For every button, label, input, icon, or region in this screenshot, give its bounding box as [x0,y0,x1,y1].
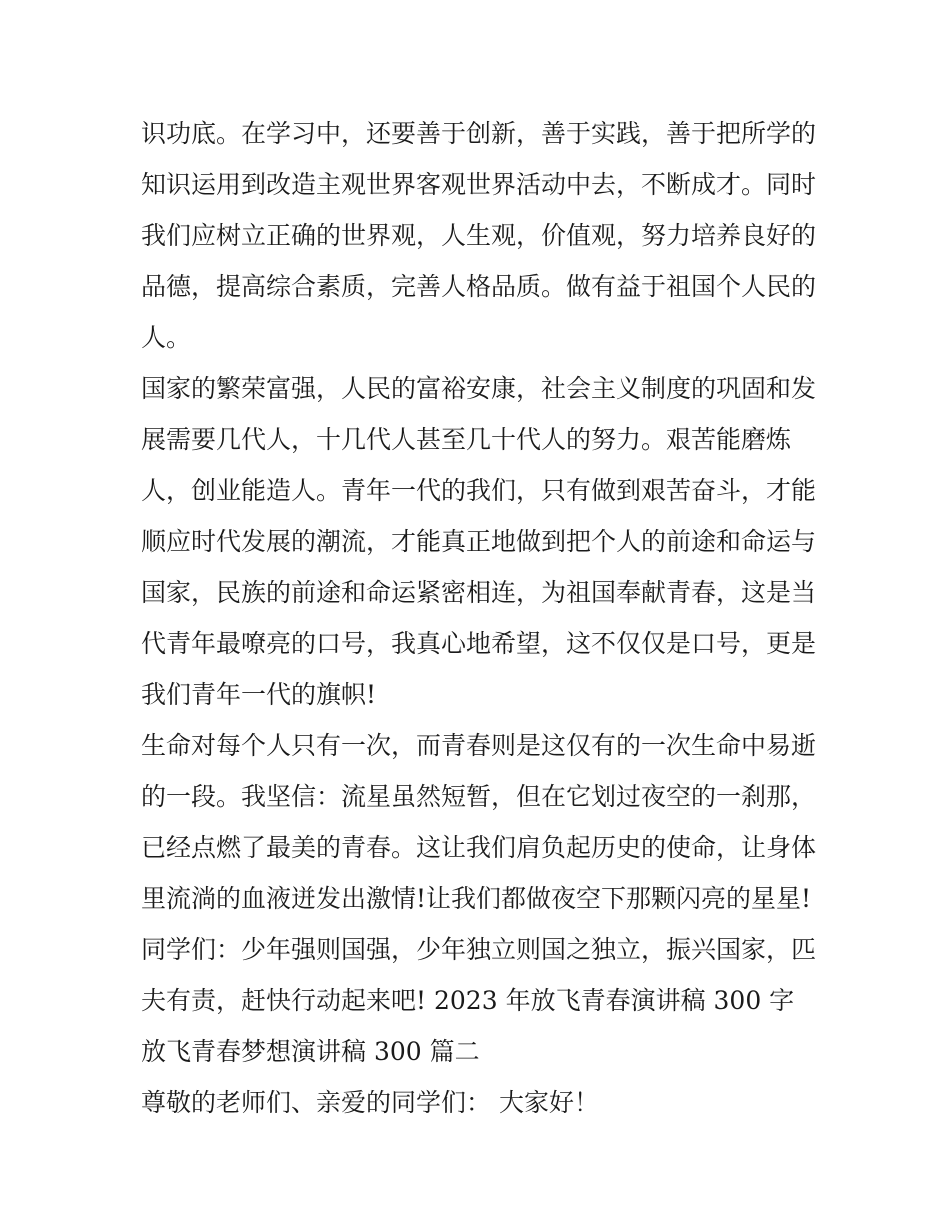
document-body [141,108,821,1128]
paragraph-4: 同学们：少年强则国强，少年独立则国之独立，振兴国家，匹夫有责，赶快行动起来吧! 2023 年放飞青春演讲稿 300 字 放飞青春梦想演讲稿 300 篇二 [141,935,817,1066]
paragraph-2: 国家的繁荣富强，人民的富裕安康，社会主义制度的巩固和发展需要几代人，十几代人甚至几十代人的努力。艰苦能磨炼人，创业能造人。青年一代的我们，只有做到艰苦奋斗，才能顺应时代发展的潮流，才能真正地做到把个人的前途和命运与国家，民族的前途和命运紧密相连，为祖国奉献青春，这是当代青年最嘹亮的口号，我真心地希望，这不仅仅是口号，更是我们青年一代的旗帜! [141,374,817,709]
paragraph-1: 识功底。在学习中，还要善于创新，善于实践，善于把所学的知识运用到改造主观世界客观世界活动中去，不断成才。同时我们应树立正确的世界观，人生观，价值观，努力培养良好的品德，提高综合素质，完善人格品质。做有益于祖国个人民的人。 [141,119,817,352]
paragraph-5: 尊敬的老师们、亲爱的同学们： 大家好！ [141,1088,599,1117]
paragraph-3: 生命对每个人只有一次，而青春则是这仅有的一次生命中易逝的一段。我坚信：流星虽然短暂，但在它划过夜空的一刹那，已经点燃了最美的青春。这让我们肩负起历史的使命，让身体里流淌的血液迸发出激情!让我们都做夜空下那颗闪亮的星星! [141,731,817,913]
